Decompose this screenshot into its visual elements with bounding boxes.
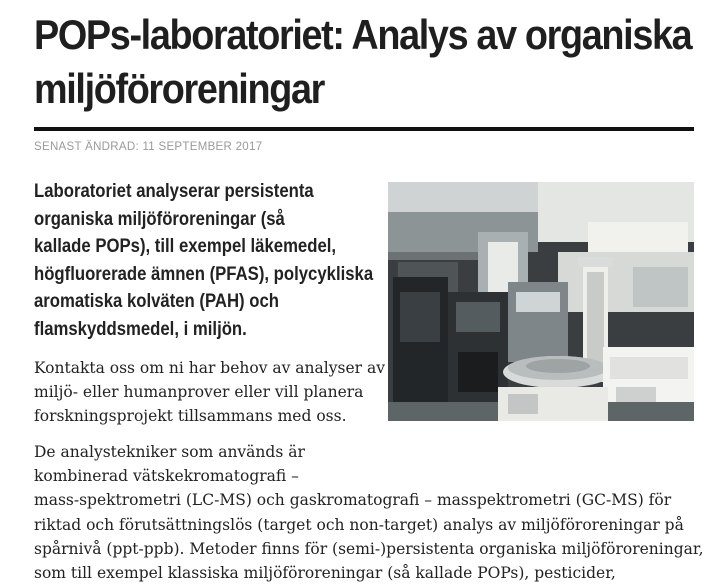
text-line: De analystekniker som används är (34, 443, 305, 461)
contact-paragraph (34, 356, 385, 429)
techniques-paragraph (34, 440, 704, 585)
title-divider (34, 127, 694, 131)
lead-line: högfluorerade ämnen (PFAS), polycykliska (34, 263, 374, 285)
text-line: som till exempel klassiska miljöföroreningar (så kallade POPs), pesticider, (34, 564, 616, 583)
lead-paragraph (34, 178, 374, 343)
text-line: Kontakta oss om ni har behov av analyser av (34, 359, 385, 377)
lead-line: aromatiska kolväten (PAH) och (34, 291, 279, 312)
text-line: spårnivå (ppt-ppb). Metoder finns för (semi-)persistenta organiska miljöföroreningar, (34, 539, 704, 558)
page-title (34, 8, 692, 116)
lead-line: flamskyddsmedel, i miljön. (34, 318, 247, 340)
lead-line: organiska miljöföroreningar (så (34, 208, 285, 230)
laboratory-photo (388, 182, 694, 421)
last-modified-date: SENAST ÄNDRAD: 11 SEPTEMBER 2017 (34, 141, 263, 153)
text-line: miljö- eller humanprover eller vill planera (34, 383, 364, 402)
text-line: mass-spektrometri (LC-MS) och gaskromatografi – masspektrometri (GC-MS) för (34, 491, 672, 510)
text-line: forskningsprojekt tillsammans med oss. (34, 407, 347, 426)
page-title-line-1: POPs-laboratoriet: Analys av organiska (34, 11, 692, 58)
page-title-line-2: miljöföroreningar (34, 65, 324, 112)
lead-line: kallade POPs), till exempel läkemedel, (34, 236, 337, 257)
text-line: kombinerad vätskekromatografi – (34, 467, 299, 486)
text-line: riktad och förutsättningslös (target och non-target) analys av miljöföroreningar på (34, 515, 684, 534)
lead-line: Laboratoriet analyserar persistenta (34, 181, 314, 202)
